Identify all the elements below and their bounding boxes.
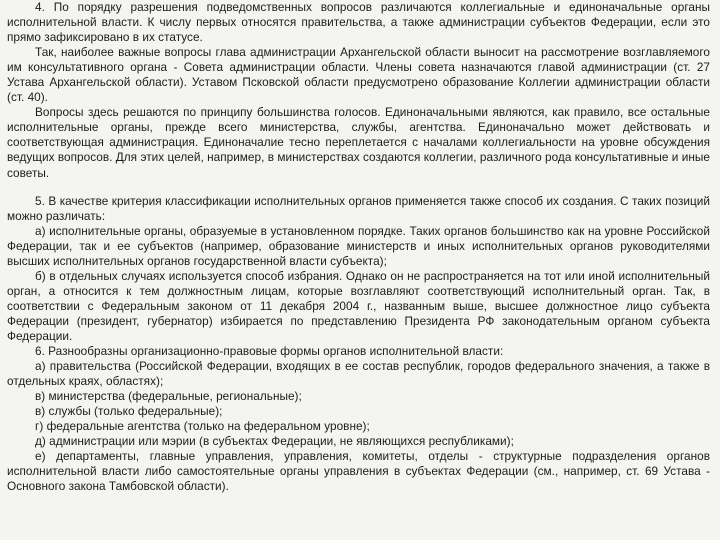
paragraph-legal-forms: 6. Разнообразны организационно-правовые формы органов исполнительной власти: bbox=[35, 344, 504, 359]
list-item-departments: е) департаменты, главные управления, управления, комитеты, отделы - структурные подразделения органов исполнительной власти либо самостоятельные органы управления в субъектах Федерации (см., например, ст. 69 Устава - Основного закона Тамбовской области). bbox=[7, 449, 710, 494]
list-item-ministries: в) министерства (федеральные, региональные); bbox=[35, 389, 302, 404]
list-item-agencies: г) федеральные агентства (только на федеральном уровне); bbox=[35, 419, 370, 434]
list-item-services: в) службы (только федеральные); bbox=[35, 404, 223, 419]
paragraph-creation-criterion: 5. В качестве критерия классификации исполнительных органов применяется также способ их создания. С таких позиций можно различать: bbox=[7, 193, 710, 223]
list-item-governments: а) правительства (Российской Федерации, входящих в ее состав республик, городов федерального значения, а также в отдельных краях, областях); bbox=[7, 359, 710, 389]
list-item-administrations: д) администрации или мэрии (в субъектах Федерации, не являющихся республиками); bbox=[35, 434, 514, 449]
paragraph-arkhangelsk-example: Так, наиболее важные вопросы глава администрации Архангельской области выносит на рассмотрение возглавляемого им консультативного органа - Совета администрации области. Члены совета назначаются главой администрации (ст. 27 Устава Архангельской области). Уставом Псковской области предусмотрено образование Коллегии администрации области (ст. 40). bbox=[7, 45, 710, 105]
paragraph-item-a-established: а) исполнительные органы, образуемые в установленном порядке. Таких органов большинство как на уровне Российской Федерации, так и ее субъектов (например, образование министерств и иных исполнительных органов руководителями высших исполнительных органов государственной власти субъекта); bbox=[7, 223, 710, 268]
paragraph-voting-principle: Вопросы здесь решаются по принципу большинства голосов. Единоначальными являются, как правило, все остальные исполнительные органы, прежде всего министерства, службы, агентства. Единоначально может действовать и соответствующая администрация. Единоначалие тесно переплетается с началами коллегиальности на уровне обсуждения ведущих вопросов. Для этих целей, например, в министерствах создаются коллегии, различного рода консультативные и иные советы. bbox=[7, 105, 710, 180]
paragraph-item-b-election: б) в отдельных случаях используется способ избрания. Однако он не распространяется на тот или иной исполнительный орган, а относится к тем должностным лицам, которые возглавляют соответствующий исполнительный орган. Так, в соответствии с Федеральным законом от 11 декабря 2004 г., названным выше, высшее должностное лицо субъекта Федерации (президент, губернатор) избирается по представлению Президента РФ законодательным органом субъекта Федерации. bbox=[7, 268, 710, 343]
document-page bbox=[7, 0, 710, 495]
paragraph-executive-organs-types: 4. По порядку разрешения подведомственных вопросов различаются коллегиальные и единоначальные органы исполнительной власти. К числу первых относятся правительства, а также администрации субъектов Федерации, если это прямо зафиксировано в их статусе. bbox=[7, 0, 710, 45]
